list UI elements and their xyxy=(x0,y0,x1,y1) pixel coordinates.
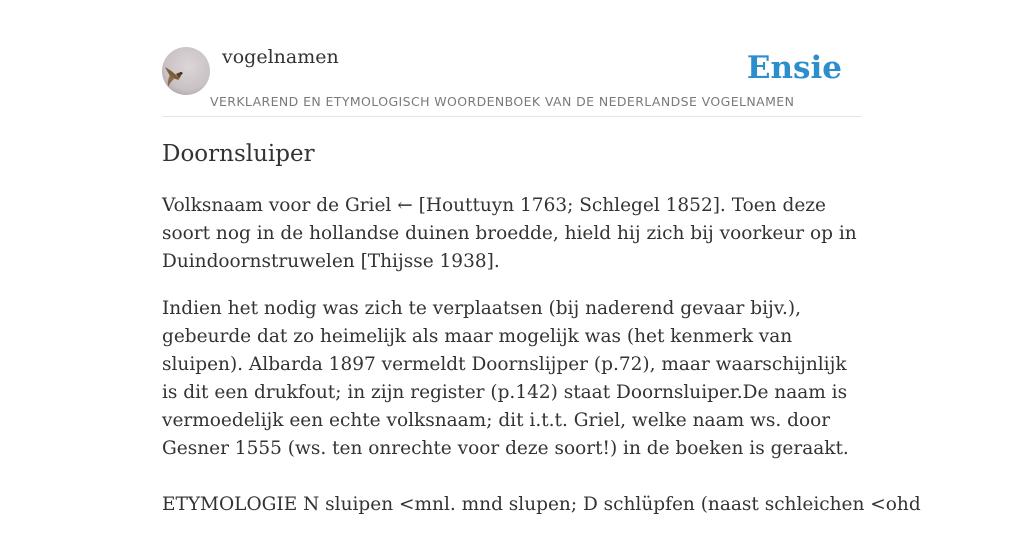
site-subtitle: VERKLAREND EN ETYMOLOGISCH WOORDENBOEK VAN DE NEDERLANDSE VOGELNAMEN xyxy=(210,94,795,109)
site-name[interactable]: vogelnamen xyxy=(222,46,339,68)
page-title: Doornsluiper xyxy=(162,141,315,167)
ensie-logo-link[interactable]: Ensie xyxy=(746,50,842,86)
bird-avatar-icon[interactable] xyxy=(162,47,210,95)
site-header xyxy=(162,0,862,117)
article xyxy=(162,138,921,538)
etymology-paragraph: ETYMOLOGIE N sluipen <mnl. mnd slupen; D schlüpfen (naast schleichen <ohd xyxy=(162,494,921,515)
paragraph-1: Volksnaam voor de Griel ← [Houttuyn 1763; Schlegel 1852]. Toen deze soort nog in de hollandse duinen broedde, hield hij zich bij voorkeur op in Duindoornstruwelen [Thijsse 1938]. xyxy=(162,195,857,272)
paragraph-2: Indien het nodig was zich te verplaatsen (bij naderend gevaar bijv.), gebeurde dat zo heimelijk als maar mogelijk was (het kenmerk van sluipen). Albarda 1897 vermeldt Doornslijper (p.72), maar waarschijnlijk is dit een drukfout; in zijn register (p.142) staat Doornsluiper.De naam is vermoedelijk een echte volksnaam; dit i.t.t. Griel, welke naam ws. door Gesner 1555 (ws. ten onrechte voor deze soort!) in de boeken is geraakt. xyxy=(162,298,849,459)
